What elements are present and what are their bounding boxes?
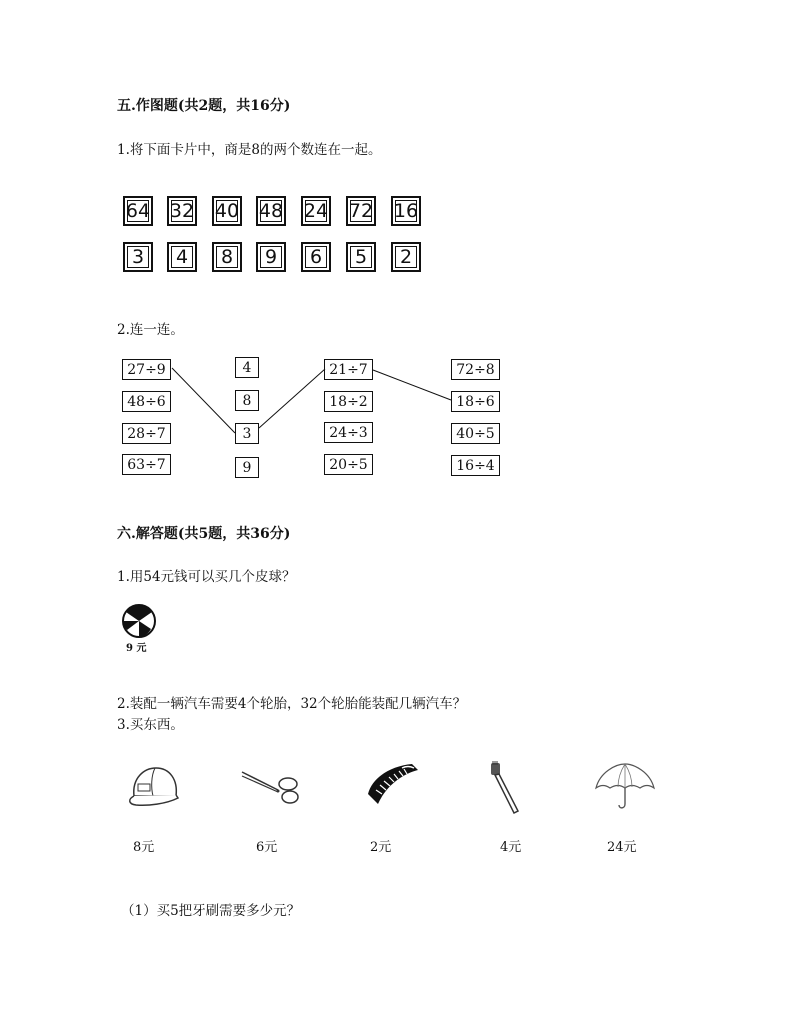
expr-box[interactable]: 72÷8 <box>451 359 500 380</box>
item-price: 4元 <box>500 840 522 855</box>
toothbrush-icon <box>484 757 524 817</box>
number-card[interactable]: 72 <box>346 196 376 226</box>
section6-title: 六.解答题(共5题，共36分) <box>117 526 291 542</box>
number-card[interactable]: 16 <box>391 196 421 226</box>
expr-box[interactable]: 28÷7 <box>122 423 171 444</box>
number-card[interactable]: 64 <box>123 196 153 226</box>
number-card[interactable]: 5 <box>346 242 376 272</box>
match-line <box>172 368 235 433</box>
scissors-icon <box>238 766 304 806</box>
number-card[interactable]: 9 <box>256 242 286 272</box>
item-price: 2元 <box>370 840 392 855</box>
match-line <box>259 369 325 428</box>
number-card[interactable]: 6 <box>301 242 331 272</box>
number-box[interactable]: 4 <box>235 357 259 378</box>
number-card[interactable]: 2 <box>391 242 421 272</box>
number-box[interactable]: 9 <box>235 457 259 478</box>
expr-box[interactable]: 16÷4 <box>451 455 500 476</box>
s5-q1-text: 1.将下面卡片中，商是8的两个数连在一起。 <box>117 142 382 158</box>
number-box[interactable]: 8 <box>235 390 259 411</box>
cap-icon <box>124 762 184 812</box>
expr-box[interactable]: 24÷3 <box>324 422 373 443</box>
item-price: 8元 <box>133 840 155 855</box>
expr-box[interactable]: 63÷7 <box>122 454 171 475</box>
expr-box[interactable]: 40÷5 <box>451 423 500 444</box>
s5-q2-text: 2.连一连。 <box>117 322 184 338</box>
expr-box[interactable]: 48÷6 <box>122 391 171 412</box>
number-card[interactable]: 3 <box>123 242 153 272</box>
expr-box[interactable]: 18÷2 <box>324 391 373 412</box>
item-price: 6元 <box>256 840 278 855</box>
s6-q2-text: 2.装配一辆汽车需要4个轮胎，32个轮胎能装配几辆汽车？ <box>117 696 467 712</box>
expr-box[interactable]: 21÷7 <box>324 359 373 380</box>
number-card[interactable]: 40 <box>212 196 242 226</box>
match-line <box>373 370 451 400</box>
expr-box[interactable]: 20÷5 <box>324 454 373 475</box>
s6-q1-text: 1.用54元钱可以买几个皮球？ <box>117 569 296 585</box>
section5-title: 五.作图题(共2题，共16分) <box>117 98 291 114</box>
number-card[interactable]: 32 <box>167 196 197 226</box>
number-card[interactable]: 48 <box>256 196 286 226</box>
number-card[interactable]: 8 <box>212 242 242 272</box>
number-card[interactable]: 4 <box>167 242 197 272</box>
number-card[interactable]: 24 <box>301 196 331 226</box>
item-price: 24元 <box>607 840 637 855</box>
ball-icon <box>121 603 157 639</box>
s6-q3-text: 3.买东西。 <box>117 717 184 733</box>
ball-price: 9 元 <box>126 643 147 654</box>
expr-box[interactable]: 18÷6 <box>451 391 500 412</box>
expr-box[interactable]: 27÷9 <box>122 359 171 380</box>
s6-q3-sub1: （1）买5把牙刷需要多少元？ <box>121 903 301 919</box>
umbrella-icon <box>592 762 658 814</box>
comb-icon <box>362 760 422 810</box>
number-box[interactable]: 3 <box>235 423 259 444</box>
